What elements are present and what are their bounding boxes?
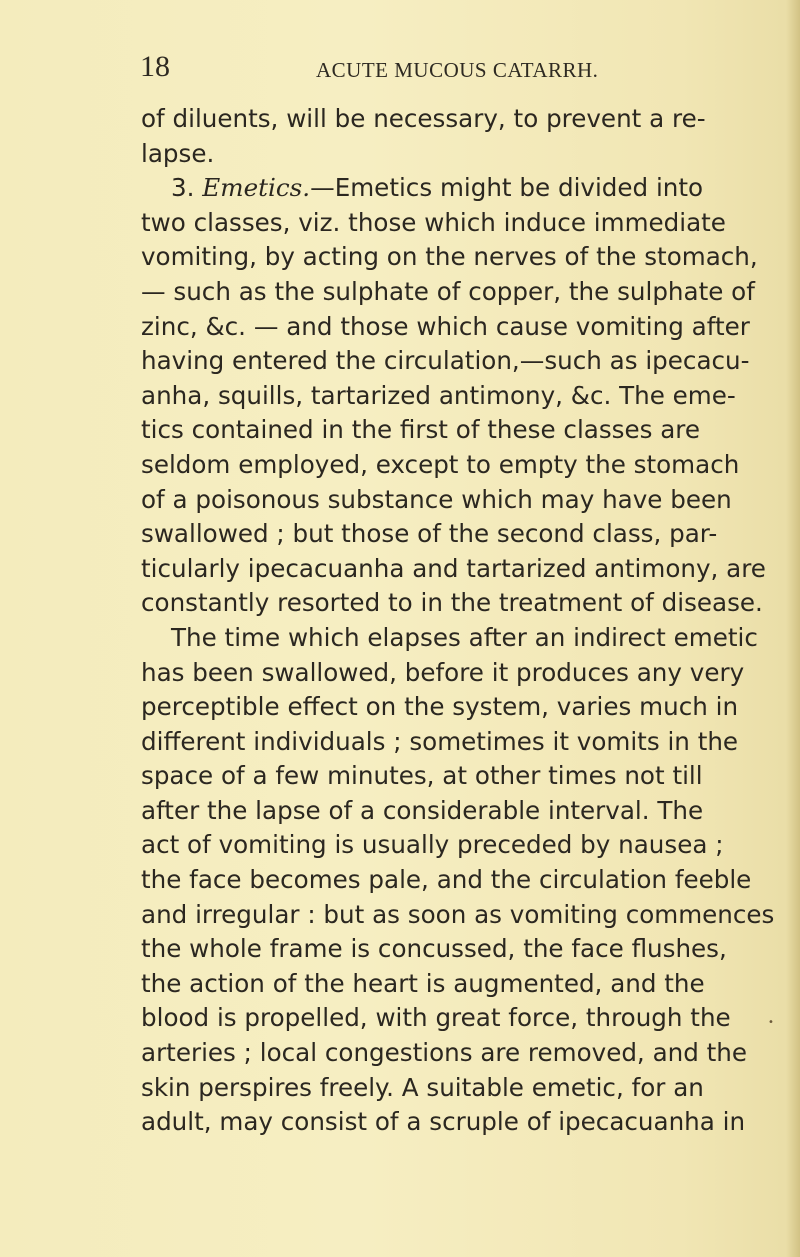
section-text: —Emetics might be divided into [310, 173, 704, 203]
text-line: adult, may consist of a scruple of ipecacuanha in [141, 1107, 746, 1137]
page-header [0, 50, 800, 90]
text-line: of diluents, will be necessary, to prevent a re- [141, 104, 706, 133]
text-line: the whole frame is concussed, the face flushes, [141, 934, 727, 964]
text-line: — such as the sulphate of copper, the sulphate of [141, 276, 755, 306]
text-line: the face becomes pale, and the circulation feeble [141, 865, 752, 895]
text-line: The time which elapses after an indirect emetic [171, 622, 758, 652]
text-line: after the lapse of a considerable interval. The [141, 795, 704, 825]
text-line: constantly resorted to in the treatment of disease. [141, 588, 763, 618]
page-edge-shadow [786, 0, 800, 1257]
text-line: blood is propelled, with great force, through the [141, 1003, 731, 1033]
text-line: vomiting, by acting on the nerves of the stomach, [141, 242, 758, 272]
text-line: anha, squills, tartarized antimony, &c. The eme- [141, 380, 736, 410]
text-line: of a poisonous substance which may have been [141, 484, 732, 514]
running-title: ACUTE MUCOUS CATARRH. [316, 58, 599, 82]
body-text [141, 102, 775, 1140]
text-line: swallowed ; but those of the second class, par- [141, 519, 718, 549]
text-line: act of vomiting is usually preceded by nausea ; [141, 830, 724, 860]
text-line: perceptible effect on the system, varies much in [141, 692, 739, 722]
section-number: 3. [171, 173, 203, 203]
text-line: two classes, viz. those which induce immediate [141, 207, 726, 237]
text-line: and irregular : but as soon as vomiting commences [141, 899, 775, 929]
text-line: arteries ; local congestions are removed, and the [141, 1038, 748, 1068]
text-line: having entered the circulation,—such as ipecacu- [141, 346, 750, 376]
text-line: different individuals ; sometimes it vomits in the [141, 726, 739, 756]
text-line: has been swallowed, before it produces any very [141, 657, 745, 687]
text-line: the action of the heart is augmented, and the [141, 968, 705, 998]
paper-speck: • [768, 1017, 774, 1028]
text-line: tics contained in the first of these classes are [141, 415, 701, 445]
text-line: space of a few minutes, at other times not till [141, 761, 703, 791]
text-line: ticularly ipecacuanha and tartarized antimony, are [141, 553, 766, 583]
text-line-section-heading [141, 171, 704, 206]
page-number: 18 [140, 50, 170, 83]
text-line: zinc, &c. — and those which cause vomiting after [141, 311, 750, 341]
text-line: skin perspires freely. A suitable emetic, for an [141, 1072, 704, 1102]
section-title: Emetics. [202, 173, 311, 203]
text-line: seldom employed, except to empty the stomach [141, 449, 740, 479]
text-line: lapse. [141, 138, 215, 168]
